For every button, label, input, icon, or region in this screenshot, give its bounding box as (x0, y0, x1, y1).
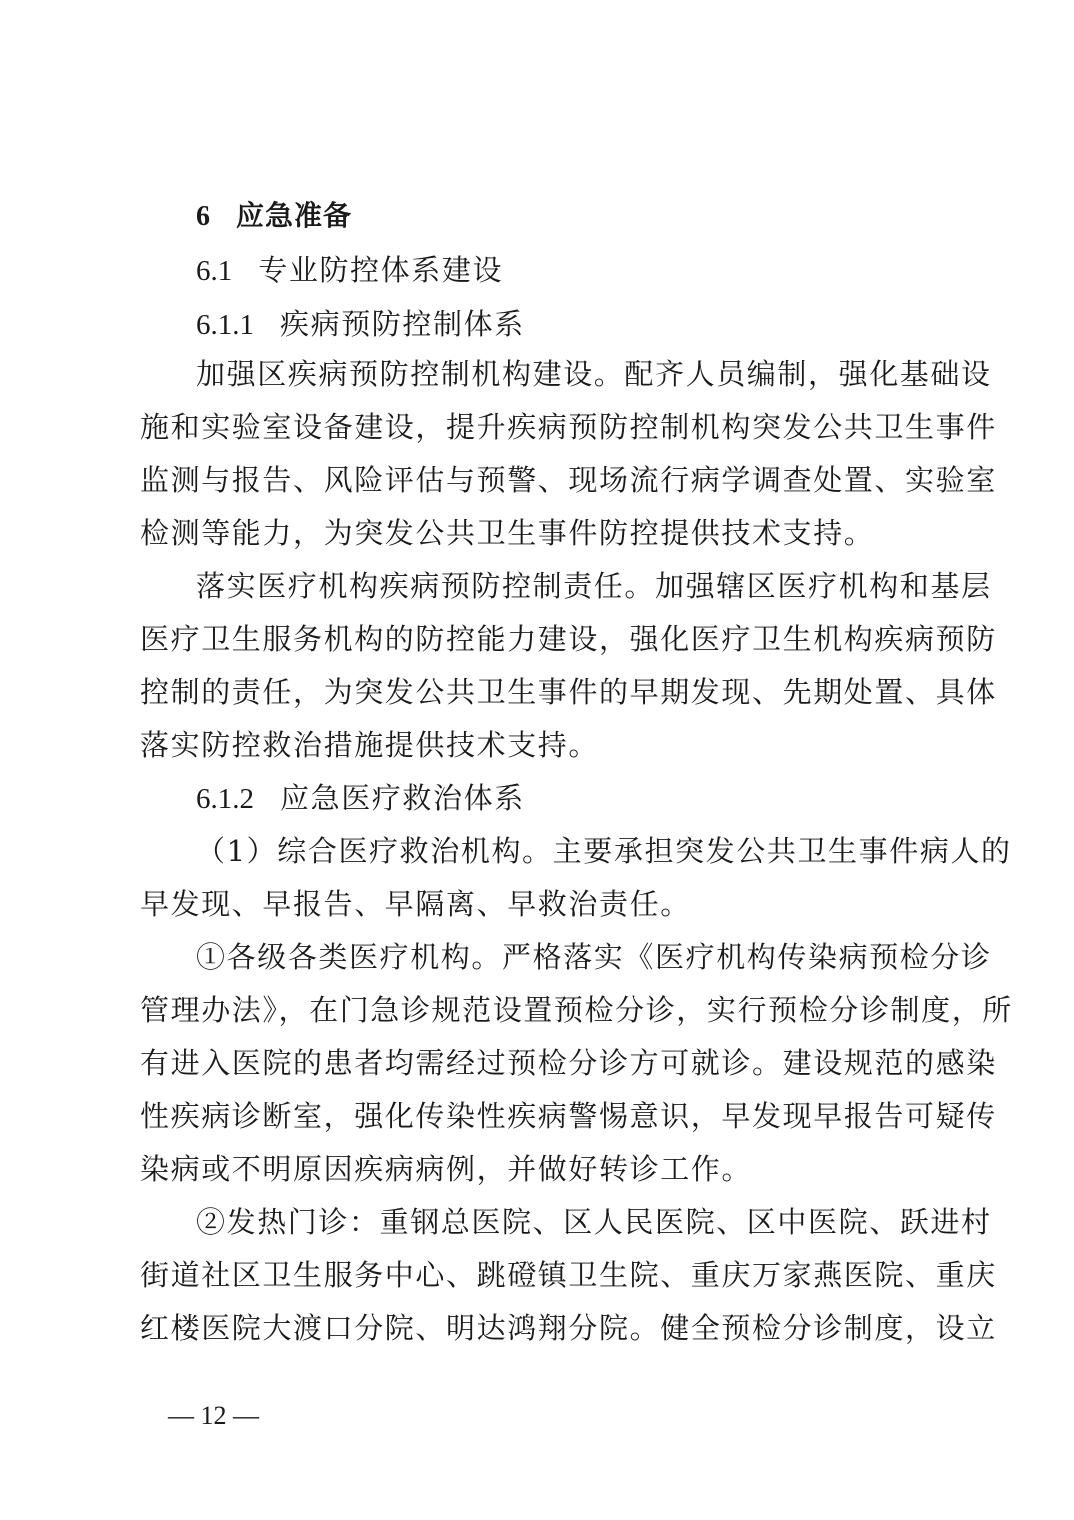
paragraph-line: 性疾病诊断室，强化传染性疾病警惕意识，早发现早报告可疑传 (140, 1099, 997, 1133)
page-number: — 12 — (168, 1401, 259, 1430)
subsection-heading (196, 770, 940, 826)
paragraph-line: ①各级各类医疗机构。严格落实《医疗机构传染病预检分诊 (196, 940, 992, 974)
section-title: 专业防控体系建设 (258, 253, 504, 287)
subsection-title: 疾病预防控制体系 (280, 307, 525, 341)
paragraph-line: 落实防控救治措施提供技术支持。 (140, 728, 600, 762)
paragraph-line: 街道社区卫生服务中心、跳磴镇卫生院、重庆万家燕医院、重庆 (140, 1258, 997, 1292)
section-number: 6.1 (196, 255, 233, 287)
paragraph-line: 控制的责任，为突发公共卫生事件的早期发现、先期处置、具体 (140, 675, 997, 709)
chapter-title: 应急准备 (236, 199, 353, 232)
subsection-heading (196, 296, 940, 352)
section-heading (196, 242, 940, 298)
chapter-heading (196, 188, 940, 244)
paragraph-line: 早发现、早报告、早隔离、早救治责任。 (140, 887, 691, 921)
paragraph-line: 管理办法》，在门急诊规范设置预检分诊，实行预检分诊制度，所 (140, 993, 1013, 1027)
paragraph-line: 红楼医院大渡口分院、明达鸿翔分院。健全预检分诊制度，设立 (140, 1311, 997, 1345)
paragraph-line: ②发热门诊：重钢总医院、区人民医院、区中医院、跃进村 (196, 1205, 992, 1239)
paragraph-line: （1）综合医疗救治机构。主要承担突发公共卫生事件病人的 (196, 834, 1012, 868)
paragraph-line: 医疗卫生服务机构的防控能力建设，强化医疗卫生机构疾病预防 (140, 622, 997, 656)
paragraph-line: 检测等能力，为突发公共卫生事件防控提供技术支持。 (140, 516, 875, 550)
paragraph-line: 染病或不明原因疾病病例，并做好转诊工作。 (140, 1152, 753, 1186)
subsection-title: 应急医疗救治体系 (280, 781, 525, 815)
chapter-number: 6 (196, 201, 210, 232)
paragraph-line: 加强区疾病预防控制机构建设。配齐人员编制，强化基础设 (196, 357, 992, 391)
paragraph-line: 落实医疗机构疾病预防控制责任。加强辖区医疗机构和基层 (196, 569, 992, 603)
subsection-number: 6.1.2 (196, 783, 254, 815)
paragraph-line: 有进入医院的患者均需经过预检分诊方可就诊。建设规范的感染 (140, 1046, 997, 1080)
paragraph-line: 施和实验室设备建设，提升疾病预防控制机构突发公共卫生事件 (140, 410, 997, 444)
subsection-number: 6.1.1 (196, 309, 254, 341)
paragraph-line: 监测与报告、风险评估与预警、现场流行病学调查处置、实验室 (140, 463, 997, 497)
